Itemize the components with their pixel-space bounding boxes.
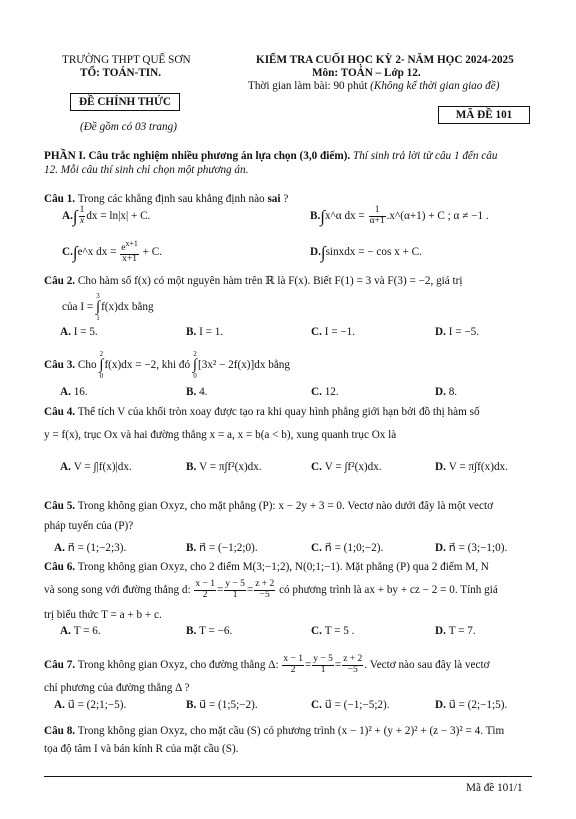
q6-text2b: có phương trình là ax + by + cz − 2 = 0. Tính giá xyxy=(276,584,498,597)
q8-stem xyxy=(44,724,504,738)
q5-option-a: A. n⃗ = (1;−2;3). xyxy=(54,542,127,554)
q1-stem xyxy=(44,192,288,206)
q3-label: Câu 3. xyxy=(44,359,76,372)
q1-d-text: sinxdx = − cos x + C. xyxy=(325,246,422,259)
q6-option-b: B. T = −6. xyxy=(186,625,233,637)
q3-text-a: Cho xyxy=(77,359,100,372)
pages-note: (Đề gồm có 03 trang) xyxy=(80,121,177,133)
part1-instr1: Thí sinh trả lời từ câu 1 đến câu xyxy=(350,150,498,162)
q2-option-d: D. I = −5. xyxy=(435,326,480,338)
q5-d-text: n⃗ = (3;−1;0). xyxy=(448,542,508,554)
q7-text-a: Trong không gian Oxyz, cho đường thẳng Δ: xyxy=(77,659,282,672)
school-name: TRƯỜNG THPT QUẾ SƠN xyxy=(62,54,191,66)
q7-a-text: u⃗ = (2;1;−5). xyxy=(67,699,127,711)
q7-option-a: A. u⃗ = (2;1;−5). xyxy=(54,699,127,711)
q6-a-text: T = 6. xyxy=(73,625,101,637)
q4-option-a: A. V = ∫|f(x)|dx. xyxy=(60,461,132,473)
q1-c-text: e^x dx = xyxy=(77,246,120,259)
q3-option-a: A. 16. xyxy=(60,386,88,398)
q4-option-b: B. V = π∫f²(x)dx. xyxy=(186,461,262,473)
q7-b-text: u⃗ = (1;5;−2). xyxy=(199,699,258,711)
q3-text-b: f(x)dx = −2, khi đó xyxy=(104,359,193,372)
q5-b-text: n⃗ = (−1;2;0). xyxy=(199,542,258,554)
page-number: Mã đề 101/1 xyxy=(466,782,523,794)
q2-label: Câu 2. xyxy=(44,275,76,287)
q1-option-c: C.∫e^x dx = $\frac{e^{x+1}}{x+1}$ + C. xyxy=(62,239,163,265)
q5-stem2: pháp tuyến của (P)? xyxy=(44,520,134,532)
q7-option-c: C. u⃗ = (−1;−5;2). xyxy=(311,699,390,711)
q6-option-c: C. T = 5 . xyxy=(311,625,355,637)
q4-c-text: V = ∫f²(x)dx. xyxy=(324,461,382,473)
q6-stem2: và song song với đường thẳng d: $\frac{x - 1}{2}$ = $\frac{y - 5}{1}$ = $\frac{z + 2}{-5}$ có phương trình là ax + by + cz − 2 = 0. Tính giá xyxy=(44,579,498,600)
q6-stem xyxy=(44,560,489,574)
q2-b-text: I = 1. xyxy=(199,326,224,338)
q4-label: Câu 4. xyxy=(44,406,76,418)
q2-text2a: của I = xyxy=(62,301,96,314)
q4-option-d: D. V = π∫f(x)dx. xyxy=(435,461,508,473)
q5-option-b: B. n⃗ = (−1;2;0). xyxy=(186,542,258,554)
part1-instr2: 12. Mỗi câu thí sinh chỉ chọn một phương án. xyxy=(44,164,249,176)
subject: Môn: TOÁN – Lớp 12. xyxy=(312,67,421,79)
q5-a-text: n⃗ = (1;−2;3). xyxy=(67,542,127,554)
q4-stem2: y = f(x), trục Ox và hai đường thẳng x = a, x = b(a < b), xung quanh trục Ox là xyxy=(44,429,397,441)
q6-label: Câu 6. xyxy=(44,561,76,573)
q7-option-b: B. u⃗ = (1;5;−2). xyxy=(186,699,258,711)
q4-a-text: V = ∫|f(x)|dx. xyxy=(73,461,132,473)
part1-line1 xyxy=(44,149,497,163)
time-info xyxy=(248,79,499,93)
q6-option-a: A. T = 6. xyxy=(60,625,101,637)
q7-d-text: u⃗ = (2;−1;5). xyxy=(448,699,508,711)
q5-option-c: C. n⃗ = (1;0;−2). xyxy=(311,542,384,554)
q4-stem xyxy=(44,405,480,419)
q1-text: Trong các khẳng định sau khẳng định nào xyxy=(77,193,268,205)
q8-text: Trong không gian Oxyz, cho mặt cầu (S) có phương trình (x − 1)² + (y + 2)² + (z − 3)² = 4. Tìm xyxy=(77,725,505,737)
q1-option-d: D.∫sinxdx = − cos x + C. xyxy=(310,243,422,262)
q6-option-d: D. T = 7. xyxy=(435,625,476,637)
department: TỔ: TOÁN-TIN. xyxy=(80,67,162,79)
q5-label: Câu 5. xyxy=(44,500,76,512)
q2-option-a: A. I = 5. xyxy=(60,326,98,338)
q3-d-text: 8. xyxy=(448,386,458,398)
q1-option-a: A.∫ $\frac{1}{x}$ dx = ln|x| + C. xyxy=(62,205,151,226)
q6-text: Trong không gian Oxyz, cho 2 điểm M(3;−1;2), N(0;1;−1). Mặt phẳng (P) qua 2 điểm M, N xyxy=(77,561,489,573)
q2-c-text: I = −1. xyxy=(324,326,356,338)
q2-a-text: I = 5. xyxy=(73,326,98,338)
exam-code: MÃ ĐỀ 101 xyxy=(438,106,530,124)
q8-stem2: tọa độ tâm I và bán kính R của mặt cầu (S). xyxy=(44,743,239,755)
q4-text: Thể tích V của khối tròn xoay được tạo ra khi quay hình phẳng giới hạn bởi đồ thị hàm số xyxy=(77,406,480,418)
q6-stem3: trị biểu thức T = a + b + c. xyxy=(44,609,162,621)
q7-label: Câu 7. xyxy=(44,659,76,672)
q3-a-text: 16. xyxy=(73,386,88,398)
q7-stem2: chỉ phương của đường thẳng Δ ? xyxy=(44,682,190,694)
exam-title: KIỂM TRA CUỐI HỌC KỲ 2- NĂM HỌC 2024-2025 xyxy=(256,54,514,66)
q2-stem xyxy=(44,274,463,288)
q1-b-tail: .x^(α+1) + C ; α ≠ −1 . xyxy=(386,210,489,223)
q8-label: Câu 8. xyxy=(44,725,76,737)
q1-b-text: x^α dx = xyxy=(324,210,368,223)
q5-option-d: D. n⃗ = (3;−1;0). xyxy=(435,542,508,554)
q7-option-d: D. u⃗ = (2;−1;5). xyxy=(435,699,508,711)
q4-option-c: C. V = ∫f²(x)dx. xyxy=(311,461,382,473)
q3-b-text: 4. xyxy=(199,386,208,398)
q5-text: Trong không gian Oxyz, cho mặt phẳng (P): x − 2y + 3 = 0. Vectơ nào dưới đây là một vectơ xyxy=(77,500,493,512)
q6-text2a: và song song với đường thẳng d: xyxy=(44,584,194,597)
q7-text-b: . Vectơ nào sau đây là vectơ xyxy=(364,659,490,672)
q2-option-b: B. I = 1. xyxy=(186,326,224,338)
q7-stem: Câu 7. Trong không gian Oxyz, cho đường thẳng Δ: $\frac{x - 1}{2}$ = $\frac{y - 5}{1}$ = $\frac{z + 2}{-5}$ . Vectơ nào sau đây là vectơ xyxy=(44,654,490,675)
q3-text-c: [3x² − 2f(x)]dx bằng xyxy=(198,359,290,372)
time-text: Thời gian làm bài: 90 phút xyxy=(248,80,368,92)
q2-d-text: I = −5. xyxy=(448,326,480,338)
q3-option-b: B. 4. xyxy=(186,386,208,398)
q5-stem xyxy=(44,499,493,513)
q4-d-text: V = π∫f(x)dx. xyxy=(448,461,508,473)
official-label: ĐỀ CHÍNH THỨC xyxy=(70,93,180,111)
q6-b-text: T = −6. xyxy=(199,625,233,637)
q1-label: Câu 1. xyxy=(44,193,76,205)
q3-option-d: D. 8. xyxy=(435,386,458,398)
q4-b-text: V = π∫f²(x)dx. xyxy=(199,461,262,473)
q1-option-b: B.∫x^α dx = $\frac{1}{\alpha+1}$ .x^(α+1) + C ; α ≠ −1 . xyxy=(310,205,489,226)
time-note: (Không kể thời gian giao đề) xyxy=(370,80,500,92)
q6-d-text: T = 7. xyxy=(448,625,476,637)
part1-title: PHẦN I. Câu trắc nghiệm nhiều phương án lựa chọn (3,0 điểm). xyxy=(44,150,351,162)
footer-divider xyxy=(44,776,532,777)
q1-a-text: dx = ln|x| + C. xyxy=(86,210,151,223)
q2-text2b: f(x)dx bằng xyxy=(101,301,154,314)
q1-end: ? xyxy=(280,193,289,205)
q6-c-text: T = 5 . xyxy=(324,625,355,637)
q1-c-tail: + C. xyxy=(139,246,163,259)
q3-option-c: C. 12. xyxy=(311,386,339,398)
q3-stem: Câu 3. Cho 2 ∫ 0 f(x)dx = −2, khi đó 2 ∫ 0 [3x² − 2f(x)]dx bằng xyxy=(44,350,290,380)
q3-c-text: 12. xyxy=(324,386,339,398)
q2-option-c: C. I = −1. xyxy=(311,326,356,338)
q2-text: Cho hàm số f(x) có một nguyên hàm trên ℝ là F(x). Biết F(1) = 3 và F(3) = −2, giá trị xyxy=(77,275,463,287)
q5-c-text: n⃗ = (1;0;−2). xyxy=(324,542,384,554)
q2-stem2: của I = 3 ∫ 1 f(x)dx bằng xyxy=(62,292,154,322)
q1-emph: sai xyxy=(267,193,281,205)
q7-c-text: u⃗ = (−1;−5;2). xyxy=(324,699,390,711)
